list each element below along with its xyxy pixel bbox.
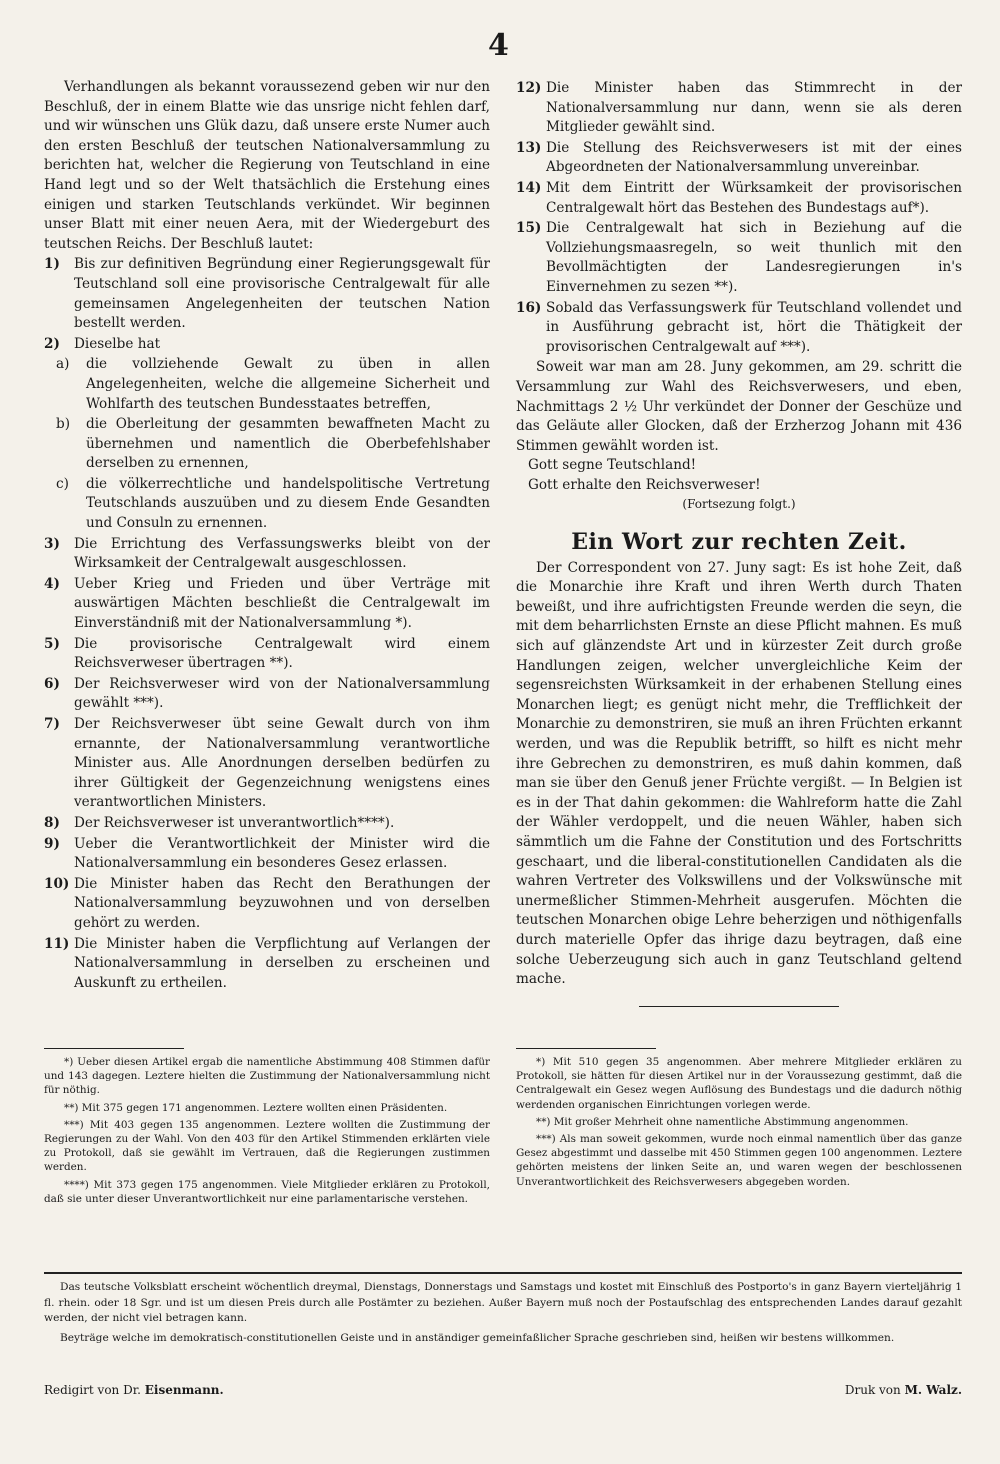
item-text: Mit dem Eintritt der Würksamkeit der provisorischen Centralgewalt hört das Bestehen des Bundestags auf*). — [546, 179, 962, 216]
resolution-item — [44, 835, 490, 874]
item-number: 7) — [44, 716, 60, 732]
subitem-letter: a) — [56, 356, 70, 373]
footnote: **) Mit 375 gegen 171 angenommen. Leztere wollten einen Präsidenten. — [64, 1101, 448, 1114]
resolution-item — [44, 255, 490, 333]
resolution-item — [44, 935, 490, 994]
intro-paragraph: Verhandlungen als bekannt voraussezend geben wir nur den Beschluß, der in einem Blatte wie das unsrige nicht fehlen darf, und wir wünschen uns Glük dazu, daß unsere erste Numer auch den ersten Beschluß der teutschen Nationalversammlung zu berichten hat, welcher die Regierung von Teutschland in eine Hand legt und so der Welt thatsächlich die Erstehung eines einigen und starken Teutschlands verkündet. Wir beginnen unser Blatt mit einer neuen Aera, mit der Wiedergeburt des teutschen Reichs. Der Beschluß lautet: — [44, 79, 490, 252]
subitem-letter: c) — [56, 475, 69, 492]
footnote: *) Mit 510 gegen 35 angenommen. Aber mehrere Mitglieder erklären zu Protokoll, sie hätten für diesen Artikel nur in der Voraussezung gestimmt, daß die Centralgewalt ein Gesez wegen Auflösung des Bundestags und die dadurch nöthig werdenden organischen Einrichtungen vorlegen werde. — [516, 1056, 962, 1111]
item-text: Der Reichsverweser ist unverantwortlich****). — [74, 814, 395, 831]
divider — [639, 1006, 839, 1007]
imprint — [44, 1383, 962, 1397]
item-text: Die Minister haben die Verpflichtung auf Verlangen der Nationalversammlung in derselben zu erscheinen und Auskunft zu ertheilen. — [74, 935, 490, 991]
contributions-note: Beyträge welche im demokratisch-constitutionellen Geiste und in anständiger gemeinfaßlicher Sprache geschrieben sind, heißen wir bestens willkommen. — [60, 1331, 895, 1344]
resolution-item — [44, 335, 490, 355]
footnotes — [44, 1048, 962, 1209]
item-text: Dieselbe hat — [74, 335, 161, 352]
item-text: Ueber die Verantwortlichkeit der Minister wird die Nationalversammlung ein besonderes Gesez erlassen. — [74, 835, 490, 872]
subitem-text: die vollziehende Gewalt zu üben in allen Angelegenheiten, welche die allgemeine Sicherheit und Wohlfarth des teutschen Bundesstaates betreffen, — [86, 356, 490, 412]
resolution-item — [516, 179, 962, 218]
right-column — [516, 78, 962, 1033]
item-number: 6) — [44, 675, 60, 692]
item-text: Die Minister haben das Stimmrecht in der Nationalversammlung nur dann, wenn sie als deren Mitglieder gewählt sind. — [546, 80, 962, 136]
resolution-item — [516, 219, 962, 297]
main-columns — [44, 78, 962, 1033]
printer-credit — [845, 1383, 962, 1397]
page-number: 4 — [488, 28, 509, 63]
item-text: Bis zur definitiven Begründung einer Regierungsgewalt für Teutschland soll eine provisorische Centralgewalt für alle gemeinsamen Angelegenheiten der teutschen Nation bestellt werden. — [74, 256, 490, 332]
subitem-text: die völkerrechtliche und handelspolitische Vertretung Teutschlands auszuüben und zu diesem Ende Gesandten und Consuln zu ernennen. — [86, 475, 490, 532]
resolution-subitem — [44, 415, 490, 474]
item-number: 4) — [44, 575, 60, 592]
footnotes-right — [516, 1048, 962, 1209]
continued-note: (Fortsezung folgt.) — [682, 497, 796, 512]
footnote: ****) Mit 373 gegen 175 angenommen. Viele Mitglieder erklären zu Protokoll, daß sie unter dieser Unverantwortlichkeit nur eine parlamentarische verstehen. — [44, 1178, 490, 1205]
resolution-item — [516, 79, 962, 138]
item-number: 10) — [44, 875, 70, 892]
footnote-divider — [516, 1048, 656, 1049]
item-number: 13) — [516, 139, 542, 156]
blessing-line: Gott segne Teutschland! — [528, 457, 697, 474]
printer-prefix: Druk von — [844, 1383, 901, 1397]
resolution-item — [44, 875, 490, 934]
item-text: Die Stellung des Reichsverwesers ist mit der eines Abgeordneten der Nationalversammlung unvereinbar. — [546, 139, 962, 176]
resolution-subitem — [44, 355, 490, 414]
item-number: 2) — [44, 335, 60, 352]
footnote: *) Ueber diesen Artikel ergab die namentliche Abstimmung 408 Stimmen dafür und 143 dagegen. Leztere hielten die Zustimmung der Nationalversammlung nicht für nöthig. — [44, 1056, 490, 1097]
resolution-item — [44, 635, 490, 674]
item-number: 16) — [516, 299, 542, 316]
item-number: 8) — [44, 814, 60, 831]
resolution-item — [516, 299, 962, 358]
item-text: Ueber Krieg und Frieden und über Verträge mit auswärtigen Mächten beschließt die Centralgewalt im Einverständniß mit der Nationalversammlung *). — [74, 575, 490, 632]
resolution-item — [44, 715, 490, 813]
election-report: Soweit war man am 28. Juny gekommen, am 29. schritt die Versammlung zur Wahl des Reichsverwesers, und eben, Nachmittags 2 ½ Uhr verkündet der Donner der Geschüze und das Geläute aller Glocken, daß der Erzherzog Johann mit 436 Stimmen gewählt worden ist. — [516, 359, 962, 454]
item-text: Der Reichsverweser wird von der Nationalversammlung gewählt ***). — [74, 675, 490, 712]
item-number: 12) — [516, 80, 542, 96]
article-body: Der Correspondent von 27. Juny sagt: Es ist hohe Zeit, daß die Monarchie ihre Kraft und ihren Werth durch Thaten beweißt, und ihre aufrichtigsten Freunde werden die seyn, die mit dem beharrlichsten Ernste an diese Pflicht mahnen. Es muß sich auf glänzendste Art und in kürzester Zeit durch große Handlungen zeigen, welcher unvergleichliche Keim der segensreichsten Würksamkeit in der erhabenen Stellung eines Monarchen liegt; es genügt nicht mehr, die Trefflichkeit der Monarchie zu demonstriren, sie muß an ihren Früchten erkannt werden, und was die Republik betrifft, so hilft es nicht mehr ihre Gebrechen zu demonstriren, es muß dahin kommen, daß man sie über den Genuß jener Früchte vergißt. — In Belgien ist es in der That dahin gekommen: die Wahlreform hatte die Zahl der Wähler verdoppelt, und die neuen Wähler, haben sich sämmtlich um die Fahne der Constitution und des Fortschritts geschaart, und die liberal-constitutionellen Candidaten als die wahren Vertreter des Volkswillens und der Volkswünsche mit unermeßlicher Stimmen-Mehrheit ausgerufen. Möchten die teutschen Monarchen obige Lehre beherzigen und nöthigenfalls durch materielle Opfer das ihrige dazu beytragen, daß eine solche Ueberzeugung sich auch in ganz Teutschland geltend mache. — [516, 559, 962, 988]
item-number: 15) — [516, 220, 542, 237]
footnote-divider — [44, 1048, 184, 1049]
item-text: Die provisorische Centralgewalt wird einem Reichsverweser übertragen **). — [74, 635, 490, 672]
editor-credit — [44, 1383, 224, 1397]
footnotes-left — [44, 1048, 490, 1209]
item-text: Der Reichsverweser übt seine Gewalt durch von ihm ernannte, der Nationalversammlung verantwortliche Minister aus. Alle Anordnungen derselben bedürfen zu ihrer Gültigkeit der Gegenzeichnung wenigstens eines verantwortlichen Ministers. — [74, 716, 490, 811]
section-title: Ein Wort zur rechten Zeit. — [571, 529, 907, 556]
left-column — [44, 78, 490, 1033]
resolution-item — [44, 814, 490, 834]
item-text: Die Minister haben das Recht den Berathungen der Nationalversammlung beyzuwohnen und von derselben gehört zu werden. — [74, 875, 490, 931]
item-text: Die Centralgewalt hat sich in Beziehung auf die Vollziehungsmaasregeln, so weit thunlich mit den Bevollmächtigten der Landesregierungen in's Einvernehmen zu sezen **). — [546, 220, 962, 295]
resolution-item — [516, 139, 962, 178]
item-number: 3) — [44, 535, 60, 552]
bottom-divider — [44, 1272, 962, 1274]
resolution-subitem — [44, 475, 490, 534]
item-text: Die Errichtung des Verfassungswerks bleibt von der Wirksamkeit der Centralgewalt ausgeschlossen. — [74, 535, 490, 572]
item-number: 14) — [516, 179, 542, 196]
subitem-letter: b) — [56, 416, 71, 433]
subitem-text: die Oberleitung der gesammten bewaffneten Macht zu übernehmen und namentlich die Oberbefehlshaber derselben zu ernennen, — [86, 416, 490, 472]
publication-info — [44, 1280, 962, 1350]
footnote: **) Mit großer Mehrheit ohne namentliche Abstimmung angenommen. — [536, 1115, 909, 1128]
resolution-item — [44, 535, 490, 574]
item-text: Sobald das Verfassungswerk für Teutschland vollendet und in Ausführung gebracht ist, hört die Thätigkeit der provisorischen Centralgewalt auf ***). — [546, 299, 962, 355]
footnote: ***) Als man soweit gekommen, wurde noch einmal namentlich über das ganze Gesez abgestimmt und dasselbe mit 450 Stimmen gegen 100 angenommen. Leztere gehörten meistens der linken Seite an, und waren wegen der beschlossenen Unverantwortlichkeit des Reichsverwesers abgegeben worden. — [516, 1133, 962, 1188]
item-number: 9) — [44, 835, 60, 852]
item-number: 11) — [44, 935, 70, 952]
item-number: 5) — [44, 635, 60, 652]
resolution-item — [44, 675, 490, 714]
editor-name: Eisenmann. — [144, 1383, 224, 1397]
subscription-note: Das teutsche Volksblatt erscheint wöchentlich dreymal, Dienstags, Donnerstags und Samstags und kostet mit Einschluß des Postporto's in ganz Bayern vierteljährig 1 fl. rhein. oder 18 Sgr. und ist um diesen Preis durch alle Postämter zu beziehen. Außer Bayern muß noch der Postaufschlag des entsprechenden Landes darauf gezahlt werden, der nicht viel betragen kann. — [44, 1281, 962, 1325]
footnote: ***) Mit 403 gegen 135 angenommen. Leztere wollten die Zustimmung der Regierungen zu der Wahl. Von den 403 für den Artikel Stimmenden erklärten viele zu Protokoll, daß sie gewählt im Vertrauen, daß die Regierungen zustimmen werden. — [44, 1118, 490, 1174]
blessing-line: Gott erhalte den Reichsverweser! — [528, 476, 761, 493]
editor-prefix: Redigirt von Dr. — [44, 1383, 141, 1397]
item-number: 1) — [44, 256, 60, 273]
printer-name: M. Walz. — [904, 1383, 962, 1397]
resolution-item — [44, 575, 490, 634]
